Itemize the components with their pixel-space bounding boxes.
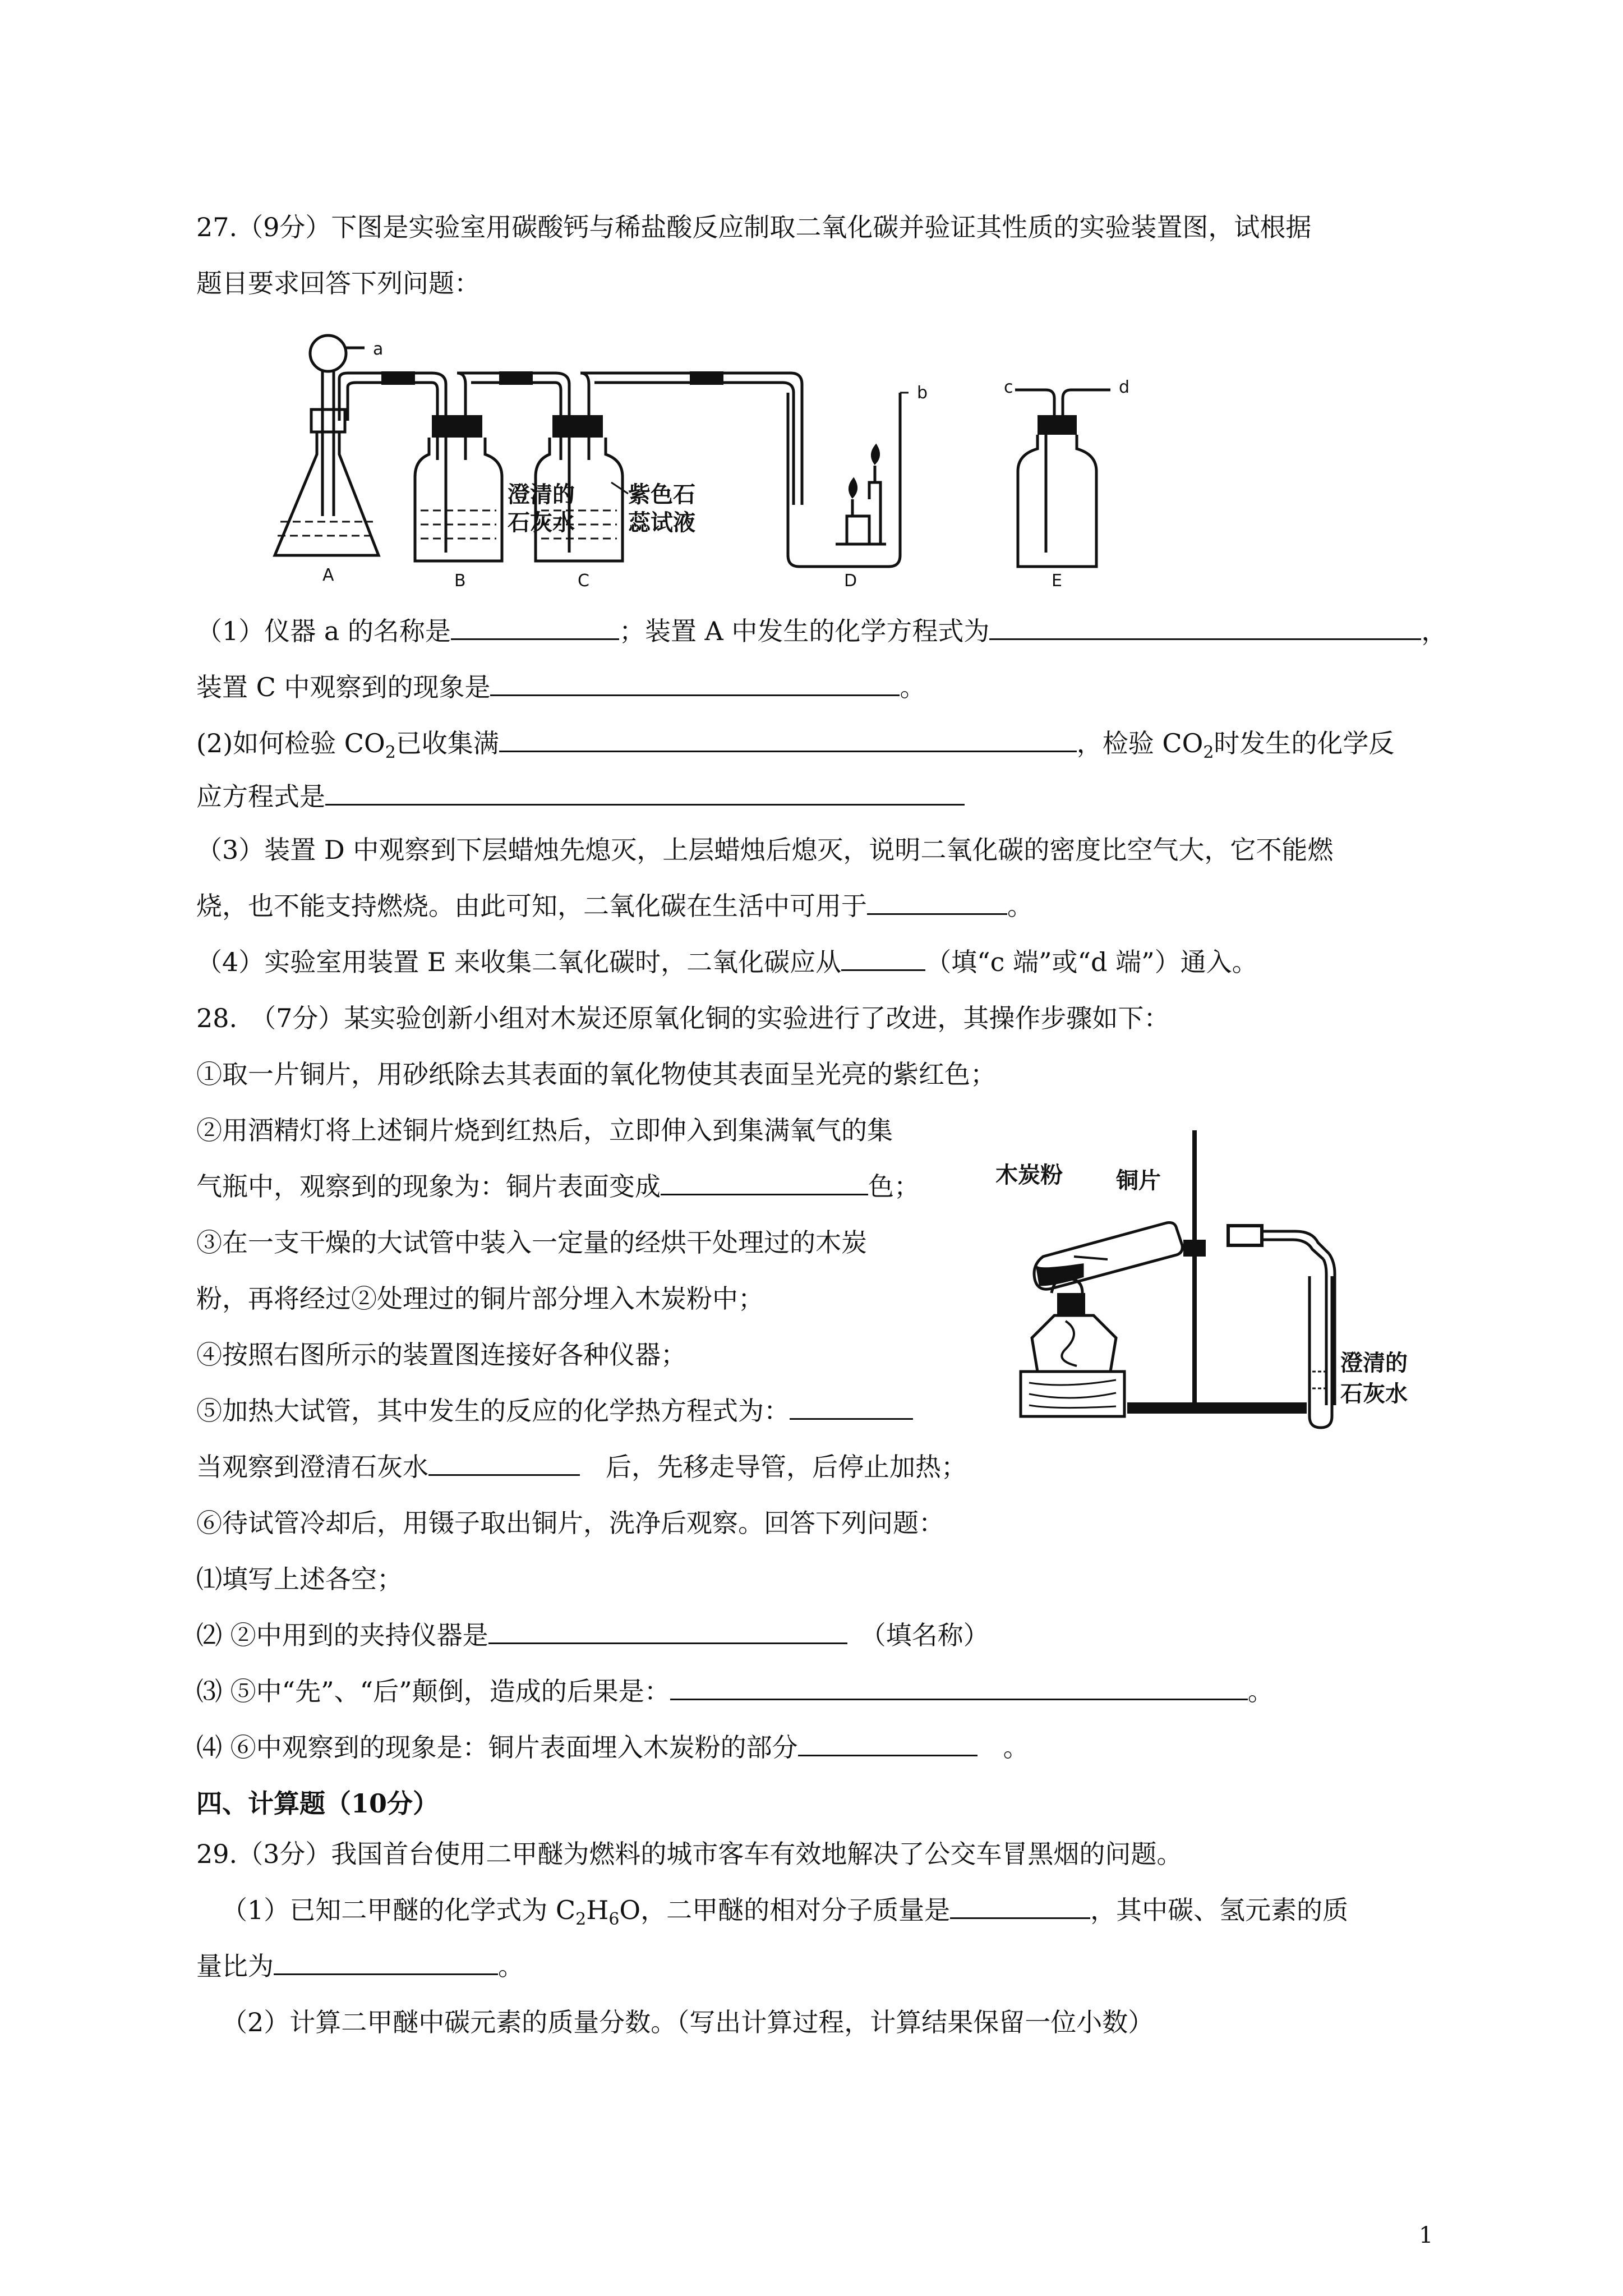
q28-q4-text-a: ⑷ ⑥中观察到的现象是：铜片表面埋入木炭粉的部分: [196, 1732, 798, 1763]
q28-q2-text-b: （填名称）: [873, 1620, 989, 1650]
q28-q3-text-b: 。: [1247, 1676, 1274, 1706]
q28-question3: [196, 1674, 1274, 1708]
subscript: 2: [1203, 743, 1214, 763]
page-number: 1: [1419, 2223, 1433, 2248]
answer-blank[interactable]: [451, 615, 619, 640]
q27-intro-line1: 27.（9分）下图是实验室用碳酸钙与稀盐酸反应制取二氧化碳并验证其性质的实验装置图，试根据: [196, 212, 1312, 242]
q28-limewater-label-1: 澄清的: [1340, 1350, 1408, 1376]
q29-p1-text-a: （1）已知二甲醚的化学式为 C: [222, 1895, 576, 1925]
charcoal-label: 木炭粉: [995, 1162, 1063, 1188]
q27-intro-line2: 题目要求回答下列问题：: [196, 268, 480, 298]
q27-p3-text-b: 烧，也不能支持燃烧。由此可知，二氧化碳在生活中可用于: [196, 891, 867, 921]
subscript: 2: [385, 743, 396, 763]
answer-blank[interactable]: [670, 1675, 1248, 1700]
apparatus-d: [782, 373, 909, 567]
q28-s5-text-a: ⑤加热大试管，其中发生的反应的化学热方程式为：: [196, 1396, 790, 1426]
q28-apparatus-figure: [998, 1125, 1481, 1439]
q28-step5-line1: [196, 1394, 913, 1428]
q28-step2-line1: ②用酒精灯将上述铜片烧到红热后，立即伸入到集满氧气的集: [196, 1115, 893, 1145]
q28-q4-text-b: 。: [1003, 1732, 1029, 1763]
q28-s2-text-b: 气瓶中，观察到的现象为：铜片表面变成: [196, 1171, 661, 1202]
answer-blank[interactable]: [490, 671, 900, 696]
answer-blank[interactable]: [841, 946, 925, 971]
q28-question2: [196, 1618, 989, 1652]
label-B: B: [454, 571, 466, 589]
limewater-label-1: 澄清的: [508, 482, 575, 508]
q28-q3-text-a: ⑶ ⑤中“先”、“后”颠倒，造成的后果是：: [196, 1676, 670, 1706]
copper-label: 铜片: [1116, 1168, 1161, 1194]
q28-step5-line2: [196, 1450, 967, 1484]
q28-s2-text-c: 色；: [868, 1171, 920, 1202]
label-a: a: [373, 339, 384, 359]
q29-p1-text-d: 。: [498, 1951, 524, 1981]
label-c: c: [1004, 378, 1013, 397]
q28-intro: 28. （7分）某实验创新小组对木炭还原氧化铜的实验进行了改进，其操作步骤如下：: [196, 1003, 1170, 1033]
answer-blank[interactable]: [989, 615, 1421, 640]
q27-p2-text-b: 已收集满: [395, 728, 499, 758]
q27-p2-text-c: ，检验 CO: [1076, 728, 1204, 758]
answer-blank[interactable]: [274, 1950, 498, 1975]
label-b: b: [917, 383, 928, 403]
litmus-label-1: 紫色石: [628, 482, 695, 508]
apparatus-e: [1015, 390, 1110, 567]
q28-step6: ⑥待试管冷却后，用镊子取出铜片，洗净后观察。回答下列问题：: [196, 1508, 944, 1538]
apparatus-a: [275, 335, 379, 555]
q27-part1-line2: [196, 670, 925, 704]
q28-step4: ④按照右图所示的装置图连接好各种仪器；: [196, 1340, 686, 1370]
q27-p4-text-a: （4）实验室用装置 E 来收集二氧化碳时，二氧化碳应从: [196, 947, 842, 977]
q28-step2-line2: [196, 1170, 920, 1203]
answer-blank[interactable]: [950, 1894, 1090, 1919]
q27-part3-line2: [196, 889, 1033, 923]
q27-p2-text-d: 时发生的化学反: [1214, 728, 1395, 758]
q29-p1-text-b: ，其中碳、氢元素的质: [1090, 1895, 1349, 1925]
q29-intro: 29.（3分）我国首台使用二甲醚为燃料的城市客车有效地解决了公交车冒黑烟的问题。: [196, 1839, 1183, 1869]
q27-part3-line1: （3）装置 D 中观察到下层蜡烛先熄灭，上层蜡烛后熄灭，说明二氧化碳的密度比空气大，它不能燃: [196, 835, 1334, 865]
litmus-label-2: 蕊试液: [628, 510, 695, 536]
section4-heading: 四、计算题（10分）: [196, 1788, 439, 1819]
q27-p1-text-b: ；装置 A 中发生的化学方程式为: [619, 616, 990, 646]
answer-blank[interactable]: [661, 1170, 868, 1195]
q28-limewater-label-2: 石灰水: [1340, 1381, 1408, 1407]
q28-step3-line1: ③在一支干燥的大试管中装入一定量的经烘干处理过的木炭: [196, 1227, 867, 1258]
q27-part2-line1: [196, 726, 1394, 770]
q29-part1-line2: [196, 1949, 524, 1983]
label-D: D: [844, 571, 857, 589]
q27-apparatus-figure: [264, 331, 1329, 589]
q28-question1: ⑴填写上述各空；: [196, 1564, 403, 1594]
q29-part1-line1: [222, 1893, 1348, 1936]
q28-q2-text-a: ⑵ ②中用到的夹持仪器是: [196, 1620, 488, 1650]
label-d: d: [1119, 378, 1130, 397]
answer-blank[interactable]: [798, 1731, 978, 1756]
answer-blank[interactable]: [867, 890, 1007, 915]
q27-part2-line2: [196, 780, 965, 813]
q28-step1: ①取一片铜片，用砂纸除去其表面的氧化物使其表面呈光亮的紫红色；: [196, 1059, 996, 1089]
q27-p4-text-b: （填“c 端”或“d 端”）通入。: [925, 947, 1258, 977]
label-E: E: [1052, 571, 1062, 589]
q27-part4: [196, 945, 1258, 979]
q27-p2-text-e: 应方程式是: [196, 781, 325, 812]
q29-p1-text-h: H: [586, 1895, 609, 1925]
answer-blank[interactable]: [325, 780, 965, 806]
answer-blank[interactable]: [488, 1619, 847, 1644]
q28-s5-text-c: 后，先移走导管，后停止加热；: [606, 1452, 967, 1482]
answer-blank[interactable]: [499, 727, 1077, 752]
label-A: A: [322, 565, 334, 585]
q29-p1-text-c: 量比为: [196, 1951, 274, 1981]
q29-part2: （2）计算二甲醚中碳元素的质量分数。（写出计算过程，计算结果保留一位小数）: [222, 2007, 1154, 2037]
q27-p2-text-a: (2)如何检验 CO: [196, 728, 385, 758]
q27-p1-text-c: ，: [1421, 616, 1447, 646]
subscript: 2: [575, 1910, 587, 1930]
q28-step3-line2: 粉，再将经过②处理过的铜片部分埋入木炭粉中；: [196, 1283, 764, 1314]
subscript: 6: [608, 1910, 620, 1930]
label-C: C: [578, 571, 589, 589]
q27-p1-text-e: 。: [900, 672, 926, 702]
q27-p1-text-d: 装置 C 中观察到的现象是: [196, 672, 491, 702]
limewater-label-2: 石灰水: [508, 510, 575, 536]
q29-p1-text-o: O，二甲醚的相对分子质量是: [619, 1895, 951, 1925]
answer-blank[interactable]: [790, 1395, 913, 1420]
answer-blank[interactable]: [428, 1451, 580, 1476]
q28-s5-text-b: 当观察到澄清石灰水: [196, 1452, 428, 1482]
q27-p1-text-a: （1）仪器 a 的名称是: [196, 616, 451, 646]
q28-question4: [196, 1731, 1029, 1764]
q27-p3-text-c: 。: [1007, 891, 1033, 921]
q27-part1-line1: [196, 614, 1447, 648]
